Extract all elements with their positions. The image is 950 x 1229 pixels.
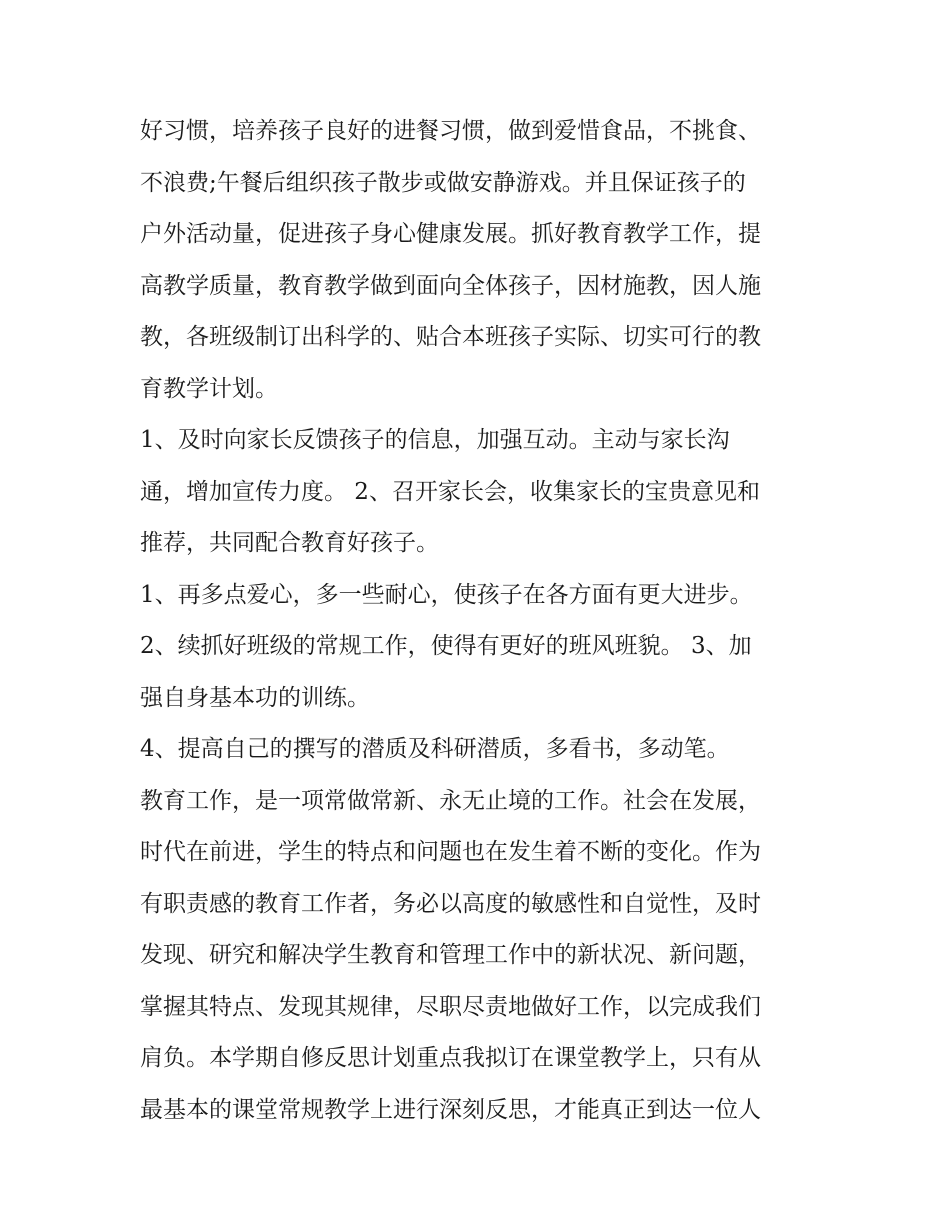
text-line: 推荐，共同配合教育好孩子。 (140, 530, 439, 556)
text-line: 最基本的课堂常规教学上进行深刻反思，才能真正到达一位人 (140, 1096, 761, 1123)
text-line: 有职责感的教育工作者，务必以高度的敏感性和自觉性，及时 (140, 890, 761, 917)
text-line: 时代在前进，学生的特点和问题也在发生着不断的变化。作为 (140, 839, 761, 865)
text-line: 好习惯，培养孩子良好的进餐习惯，做到爱惜食品，不挑食、 (140, 118, 761, 144)
text-line: 1、及时向家长反馈孩子的信息，加强互动。主动与家长沟 (140, 427, 730, 453)
text-line: 肩负。本学期自修反思计划重点我拟订在课堂教学上，只有从 (140, 1045, 761, 1071)
text-line: 1、再多点爱心，多一些耐心，使孩子在各方面有更大进步。 (140, 581, 753, 608)
body-text (140, 106, 820, 1136)
text-line: 2、续抓好班级的常规工作，使得有更好的班风班貌。 3、加 (140, 633, 752, 659)
text-line: 发现、研究和解决学生教育和管理工作中的新状况、新问题， (140, 942, 761, 968)
text-line: 掌握其特点、发现其规律，尽职尽责地做好工作，以完成我们 (140, 993, 761, 1020)
text-line: 教，各班级制订出科学的、贴合本班孩子实际、切实可行的教 (140, 324, 761, 350)
text-line: 通，增加宣传力度。 2、召开家长会，收集家长的宝贵意见和 (140, 478, 760, 505)
text-line: 强自身基本功的训练。 (140, 684, 370, 711)
text-line: 4、提高自己的撰写的潜质及科研潜质，多看书，多动笔。 (140, 736, 730, 762)
text-line: 不浪费;午餐后组织孩子散步或做安静游戏。并且保证孩子的 (140, 169, 746, 196)
text-line: 户外活动量，促进孩子身心健康发展。抓好教育教学工作，提 (140, 221, 761, 247)
text-line: 教育工作，是一项常做常新、永无止境的工作。社会在发展， (140, 787, 761, 814)
text-line: 育教学计划。 (140, 375, 278, 402)
text-line: 高教学质量，教育教学做到面向全体孩子，因材施教，因人施 (140, 272, 761, 299)
